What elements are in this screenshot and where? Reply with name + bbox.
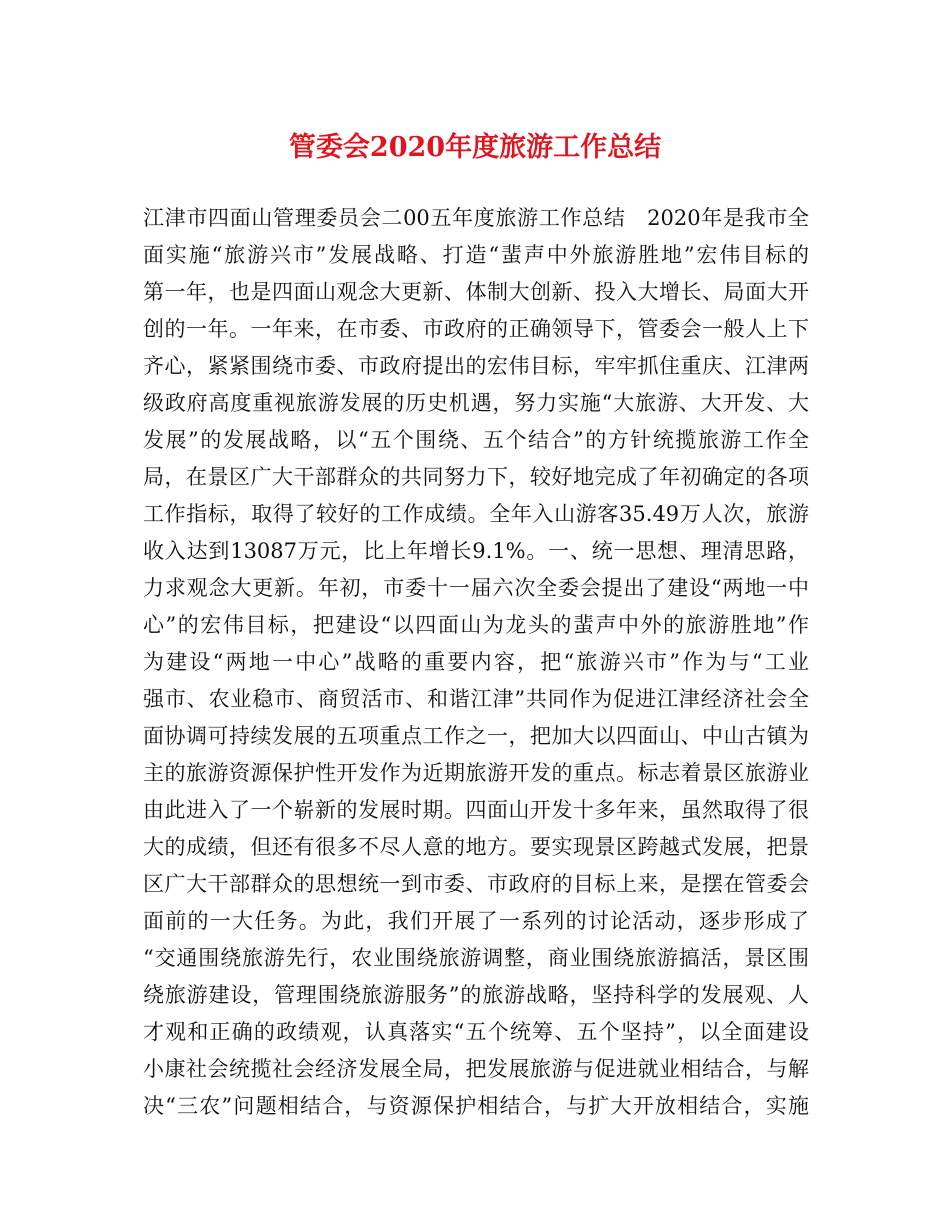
body-line: 收入达到13087万元，比上年增长9.1%。一、统一思想、理清思路， [143, 539, 809, 563]
body-line: 级政府高度重视旅游发展的历史机遇，努力实施“大旅游、大开发、大 [143, 391, 809, 415]
body-line: 主的旅游资源保护性开发作为近期旅游开发的重点。标志着景区旅游业 [143, 761, 809, 785]
body-line: 小康社会统揽社会经济发展全局，把发展旅游与促进就业相结合，与解 [143, 1057, 809, 1081]
body-line: 为建设“两地一中心”战略的重要内容，把“旅游兴市”作为与“工业 [143, 650, 809, 674]
body-line: 区广大干部群众的思想统一到市委、市政府的目标上来，是摆在管委会 [143, 872, 809, 896]
body-line: 工作指标，取得了较好的工作成绩。全年入山游客35.49万人次，旅游 [143, 502, 809, 526]
document-body [143, 200, 809, 1125]
body-line: 心”的宏伟目标，把建设“以四面山为龙头的蜚声中外的旅游胜地”作 [143, 613, 809, 637]
body-line: 强市、农业稳市、商贸活市、和谐江津”共同作为促进江津经济社会全 [143, 687, 809, 711]
body-line: 面前的一大任务。为此，我们开展了一系列的讨论活动，逐步形成了 [143, 909, 809, 933]
body-line: 江津市四面山管理委员会二00五年度旅游工作总结 2020年是我市全 [143, 206, 809, 230]
body-line: 决“三农”问题相结合，与资源保护相结合，与扩大开放相结合，实施 [143, 1094, 809, 1118]
body-line: 面实施“旅游兴市”发展战略、打造“蜚声中外旅游胜地”宏伟目标的 [143, 243, 809, 267]
body-line: “交通围绕旅游先行，农业围绕旅游调整，商业围绕旅游搞活，景区围 [143, 946, 809, 970]
body-line: 由此进入了一个崭新的发展时期。四面山开发十多年来，虽然取得了很 [143, 798, 809, 822]
body-line: 力求观念大更新。年初，市委十一届六次全委会提出了建设“两地一中 [143, 576, 809, 600]
document-title: 管委会2020年度旅游工作总结 [288, 132, 662, 163]
body-line: 齐心，紧紧围绕市委、市政府提出的宏伟目标，牢牢抓住重庆、江津两 [143, 354, 809, 378]
body-line: 第一年，也是四面山观念大更新、体制大创新、投入大增长、局面大开 [143, 280, 809, 304]
body-line: 发展”的发展战略，以“五个围绕、五个结合”的方针统揽旅游工作全 [143, 428, 809, 452]
body-line: 创的一年。一年来，在市委、市政府的正确领导下，管委会一般人上下 [143, 317, 809, 341]
body-line: 面协调可持续发展的五项重点工作之一，把加大以四面山、中山古镇为 [143, 724, 809, 748]
body-line: 绕旅游建设，管理围绕旅游服务”的旅游战略，坚持科学的发展观、人 [143, 983, 809, 1007]
body-line: 局，在景区广大干部群众的共同努力下，较好地完成了年初确定的各项 [143, 465, 809, 489]
body-line: 大的成绩，但还有很多不尽人意的地方。要实现景区跨越式发展，把景 [143, 835, 809, 859]
body-line: 才观和正确的政绩观，认真落实“五个统筹、五个坚持”，以全面建设 [143, 1020, 809, 1044]
